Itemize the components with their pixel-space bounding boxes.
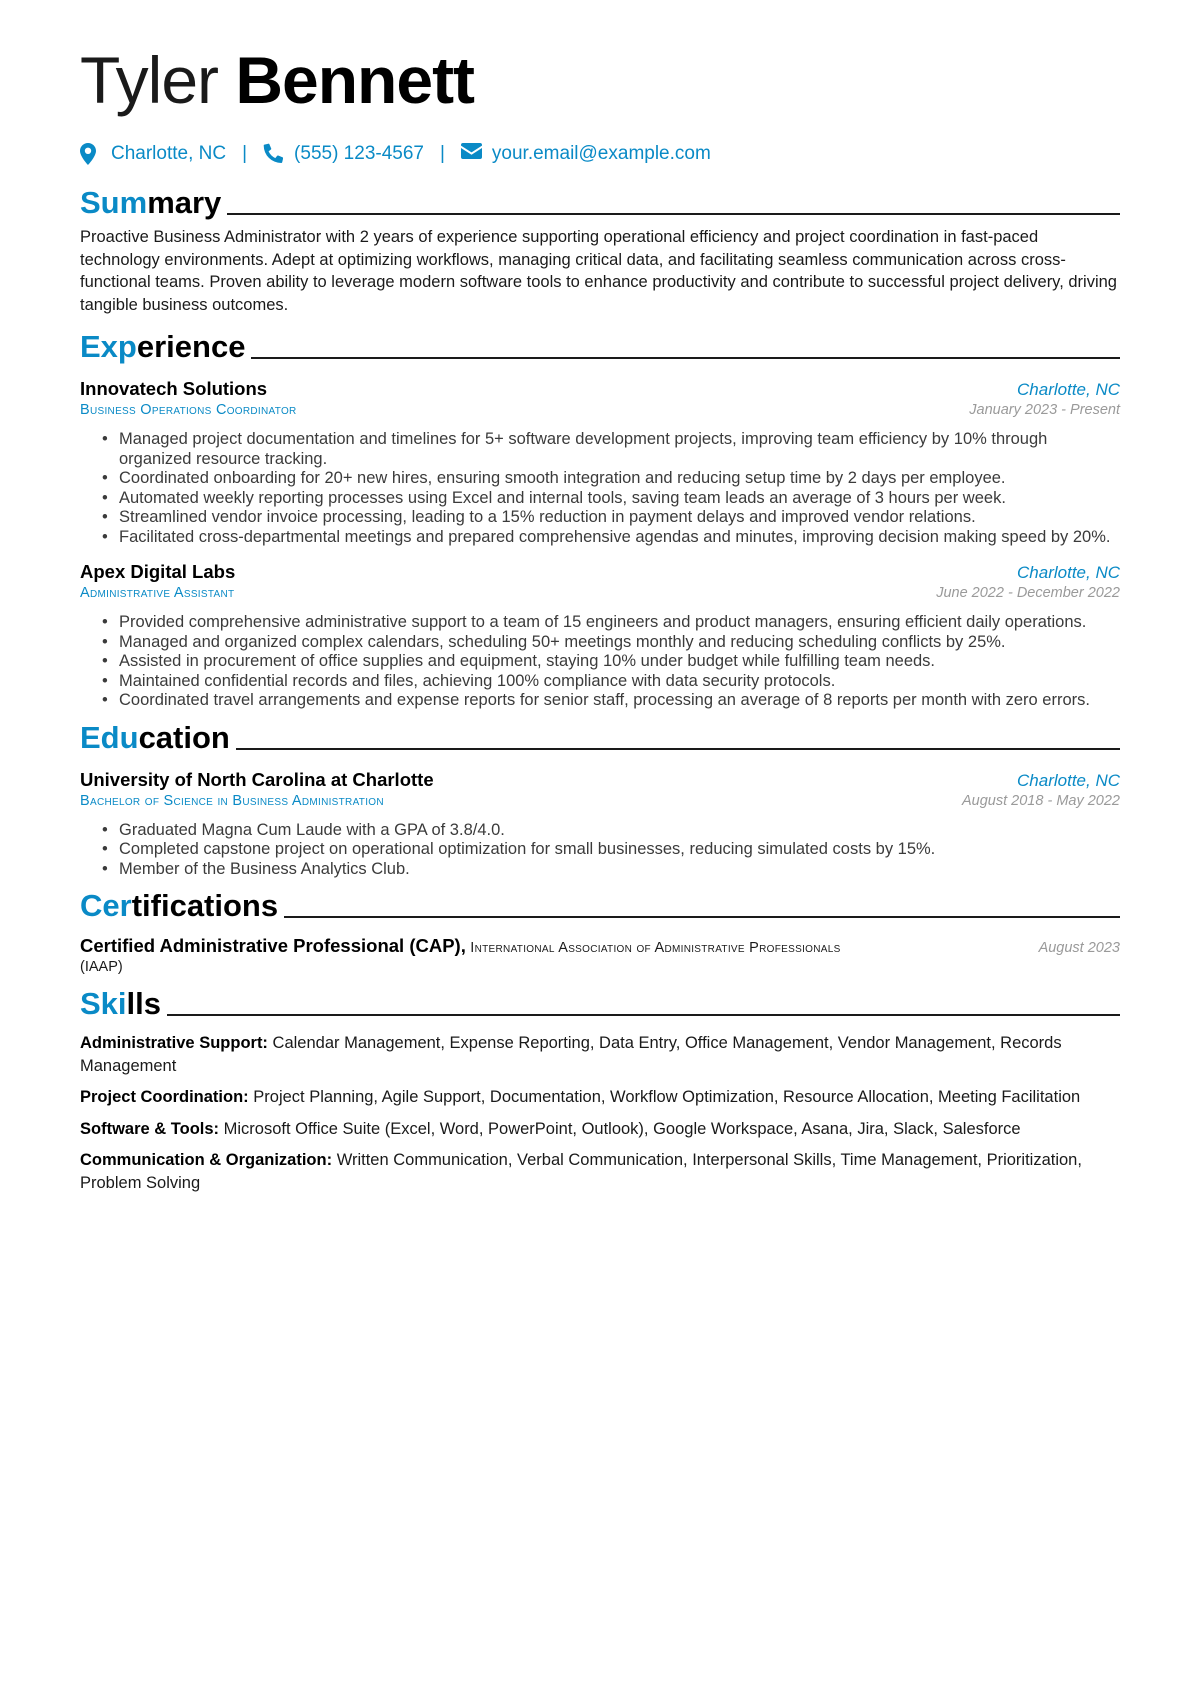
job-dates: January 2023 - Present xyxy=(969,402,1120,418)
section-rule xyxy=(227,213,1120,215)
job-bullets xyxy=(80,613,1120,711)
list-item: • Member of the Business Analytics Club. xyxy=(119,860,1120,880)
section-title: Certifications xyxy=(80,888,279,923)
contact-email[interactable] xyxy=(461,143,711,165)
list-item: • Facilitated cross-departmental meetings and prepared comprehensive agendas and minutes, improving decision making speed by 20%. xyxy=(119,528,1120,548)
skill-items: Written Communication, Verbal Communication, Interpersonal Skills, Time Management, Prioritization, Problem Solving xyxy=(80,1151,1082,1192)
summary-section xyxy=(80,182,1120,316)
section-rule xyxy=(167,1014,1120,1016)
candidate-name xyxy=(80,40,1120,122)
phone-icon xyxy=(263,143,285,165)
envelope-icon xyxy=(461,143,483,165)
skill-group xyxy=(80,1118,1120,1141)
certification-name: Certified Administrative Professional (CAP) xyxy=(80,935,461,956)
contact-phone[interactable] xyxy=(263,143,424,165)
map-marker-icon xyxy=(80,143,102,165)
education-bullets xyxy=(80,821,1120,880)
list-item: • Completed capstone project on operational optimization for small businesses, reducing simulated costs by 15%. xyxy=(119,840,1120,860)
list-item: • Graduated Magna Cum Laude with a GPA of 3.8/4.0. xyxy=(119,821,1120,841)
skill-group xyxy=(80,1086,1120,1109)
section-title: Experience xyxy=(80,329,246,364)
job-title: Administrative Assistant xyxy=(80,585,235,601)
phone-text: (555) 123-4567 xyxy=(294,143,424,164)
skill-label: Communication & Organization: xyxy=(80,1151,333,1169)
skill-label: Project Coordination: xyxy=(80,1088,249,1106)
certification-entry xyxy=(80,935,1120,957)
section-title: Skills xyxy=(80,986,161,1021)
certification-date: August 2023 xyxy=(1038,940,1120,956)
skill-items: Microsoft Office Suite (Excel, Word, PowerPoint, Outlook), Google Workspace, Asana, Jira, Slack, Salesforce xyxy=(223,1119,1021,1138)
certifications-section xyxy=(80,885,1120,975)
skill-label: Software & Tools: xyxy=(80,1119,220,1138)
first-name: Tyler xyxy=(80,43,219,117)
certifications-heading xyxy=(80,885,1120,925)
school-location: Charlotte, NC xyxy=(1017,770,1120,790)
certification-issuer: International Association of Administrative Professionals xyxy=(470,940,841,956)
degree: Bachelor of Science in Business Administration xyxy=(80,792,384,809)
summary-text: Proactive Business Administrator with 2 years of experience supporting operational efficiency and project coordination in fast-paced technology environments. Adept at optimizing workflows, managing critical data, and facilitating seamless communication across cross-functional teams. Proven ability to leverage modern software tools to enhance productivity and contribute to successful project delivery, driving tangible business outcomes. xyxy=(80,228,1117,314)
company-name: Apex Digital Labs xyxy=(80,561,236,582)
job-bullets xyxy=(80,430,1120,547)
skill-items: Calendar Management, Expense Reporting, Data Entry, Office Management, Vendor Management, Records Management xyxy=(80,1034,1062,1075)
education-section xyxy=(80,717,1120,880)
skills-heading xyxy=(80,983,1120,1023)
experience-heading xyxy=(80,326,1120,366)
education-dates: August 2018 - May 2022 xyxy=(962,792,1120,809)
section-title: Summary xyxy=(80,185,222,220)
certification-issuer-abbr: (IAAP) xyxy=(80,959,123,975)
contact-separator: | xyxy=(439,143,445,164)
list-item: • Automated weekly reporting processes using Excel and internal tools, saving team leads an average of 3 hours per week. xyxy=(119,489,1120,509)
list-item: • Coordinated onboarding for 20+ new hires, ensuring smooth integration and reducing setup time by 2 days per employee. xyxy=(119,469,1120,489)
certification-separator: , xyxy=(460,935,466,956)
education-heading xyxy=(80,717,1120,757)
location-text: Charlotte, NC xyxy=(111,143,227,164)
list-item: • Streamlined vendor invoice processing, leading to a 15% reduction in payment delays and improved vendor relations. xyxy=(119,508,1120,528)
email-text: your.email@example.com xyxy=(491,143,711,164)
list-item: • Managed project documentation and timelines for 5+ software development projects, improving team efficiency by 10% through organized resource tracking. xyxy=(119,430,1120,469)
section-rule xyxy=(236,748,1120,750)
section-title: Education xyxy=(80,719,230,755)
list-item: • Coordinated travel arrangements and expense reports for senior staff, processing an average of 8 reports per month with zero errors. xyxy=(119,691,1120,711)
company-name: Innovatech Solutions xyxy=(80,378,268,399)
skills-section xyxy=(80,983,1120,1194)
list-item: • Provided comprehensive administrative support to a team of 15 engineers and product managers, ensuring efficient daily operations. xyxy=(119,613,1120,633)
resume-page xyxy=(80,40,1120,1194)
contact-location xyxy=(80,143,226,165)
job-entry xyxy=(80,378,1120,547)
education-entry xyxy=(80,769,1120,880)
experience-section xyxy=(80,326,1120,711)
contact-separator: | xyxy=(242,143,248,164)
list-item: • Assisted in procurement of office supplies and equipment, staying 10% under budget while fulfilling team needs. xyxy=(119,652,1120,672)
summary-heading xyxy=(80,182,1120,222)
skill-label: Administrative Support: xyxy=(80,1034,268,1052)
job-location: Charlotte, NC xyxy=(1017,563,1120,582)
job-dates: June 2022 - December 2022 xyxy=(936,585,1120,601)
list-item: • Maintained confidential records and files, achieving 100% compliance with data security protocols. xyxy=(119,672,1120,692)
section-rule xyxy=(284,916,1120,918)
job-location: Charlotte, NC xyxy=(1017,380,1120,399)
job-entry xyxy=(80,561,1120,711)
contact-line xyxy=(80,140,1120,168)
school-name: University of North Carolina at Charlotte xyxy=(80,768,434,790)
skill-group xyxy=(80,1149,1120,1194)
job-title: Business Operations Coordinator xyxy=(80,402,297,418)
list-item: • Managed and organized complex calendars, scheduling 50+ meetings monthly and reducing scheduling conflicts by 25%. xyxy=(119,633,1120,653)
section-rule xyxy=(251,357,1120,359)
skill-items: Project Planning, Agile Support, Documentation, Workflow Optimization, Resource Allocation, Meeting Facilitation xyxy=(253,1088,1081,1106)
last-name: Bennett xyxy=(235,43,475,117)
skill-group xyxy=(80,1032,1120,1077)
